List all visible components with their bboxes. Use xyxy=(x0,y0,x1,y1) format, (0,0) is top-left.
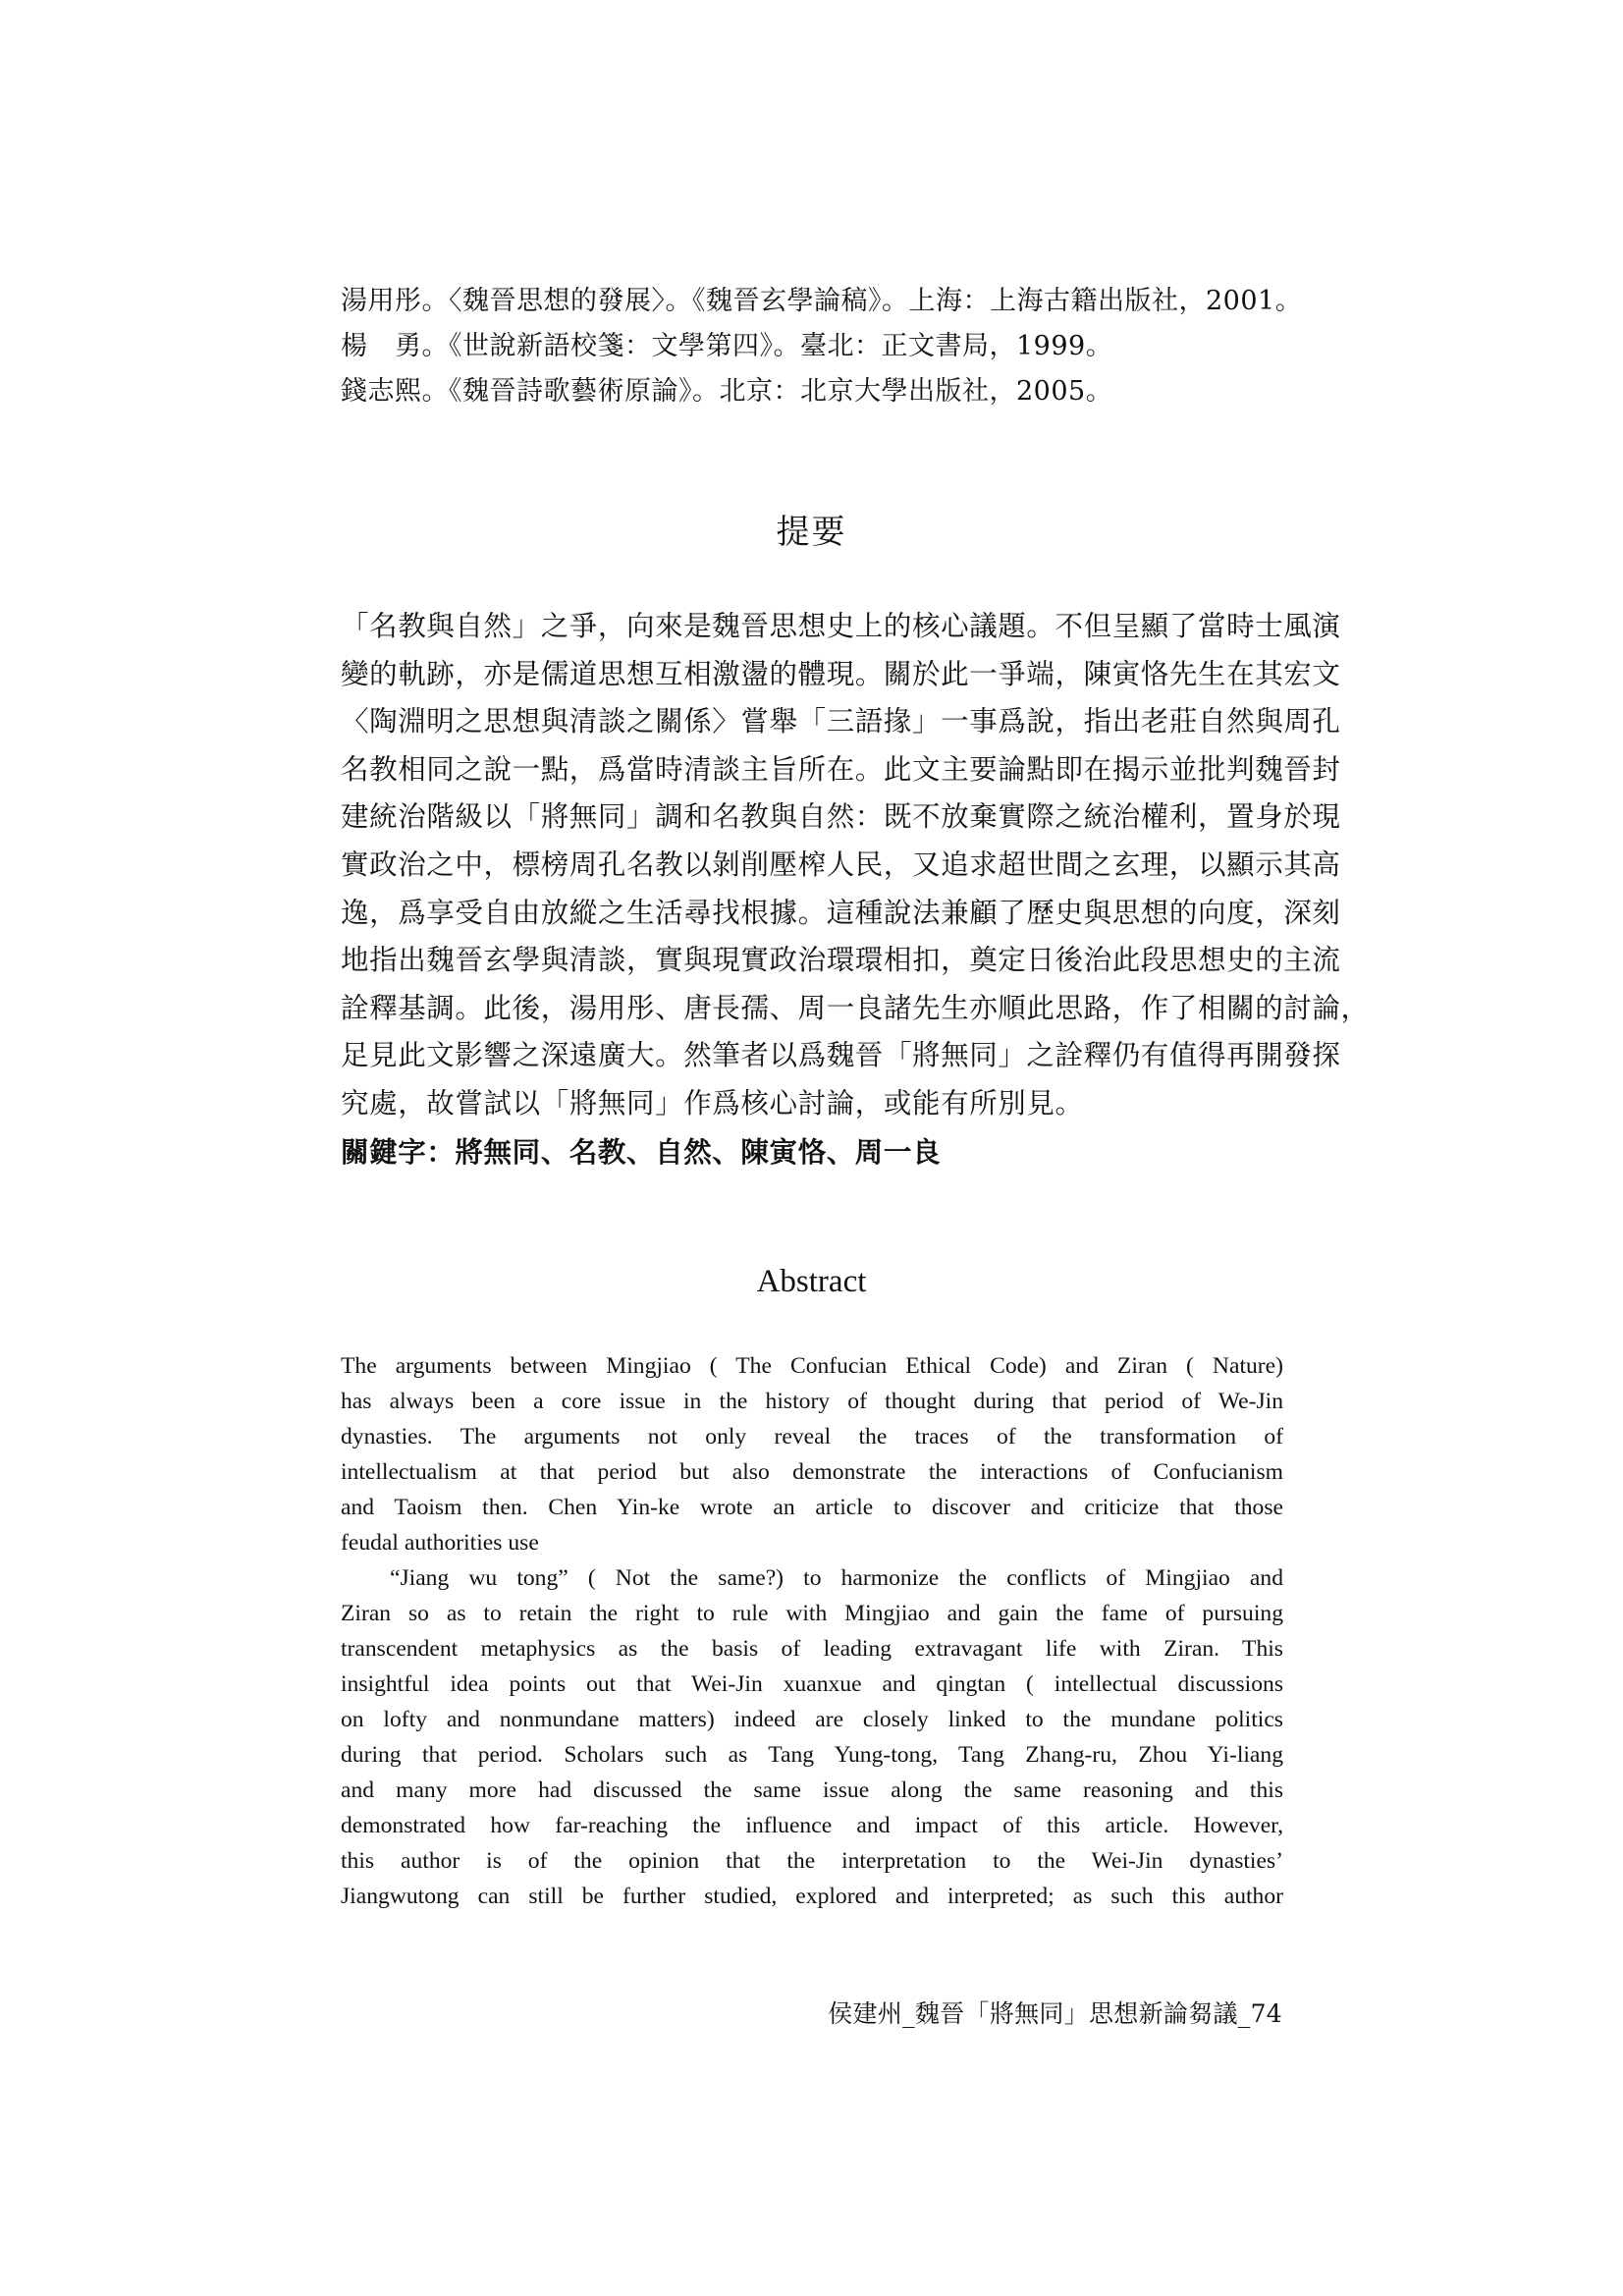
abstract-line: during that period. Scholars such as Tang Yung-tong, Tang Zhang-ru, Zhou Yi-liang xyxy=(341,1742,1283,1768)
reference-item: 楊 勇。《世說新語校箋：文學第四》。臺北：正文書局，1999。 xyxy=(341,331,1113,361)
reference-item: 湯用彤。〈魏晉思想的發展〉。《魏晉玄學論稿》。上海：上海古籍出版社，2001。 xyxy=(341,286,1303,316)
abstract-line: transcendent metaphysics as the basis of leading extravagant life with Ziran. This xyxy=(341,1636,1283,1662)
english-abstract-title: Abstract xyxy=(756,1264,867,1299)
abstract-line: 究處，故嘗試以「將無同」作爲核心討論，或能有所別見。 xyxy=(341,1086,1084,1120)
reference-list xyxy=(341,279,1303,414)
abstract-line: and many more had discussed the same issue along the same reasoning and this xyxy=(341,1777,1283,1803)
abstract-line: and Taoism then. Chen Yin-ke wrote an article to discover and criticize that those xyxy=(341,1495,1283,1520)
abstract-line: 地指出魏晉玄學與清談，實與現實政治環環相扣，奠定日後治此段思想史的主流 xyxy=(341,944,1341,977)
english-abstract-body xyxy=(341,1348,1283,1914)
abstract-line: 名教相同之說一點，爲當時清談主旨所在。此文主要論點即在揭示並批判魏晉封 xyxy=(341,752,1341,786)
abstract-line: 「名教與自然」之爭，向來是魏晉思想史上的核心議題。不但呈顯了當時士風演 xyxy=(341,610,1341,642)
abstract-line: 建統治階級以「將無同」調和名教與自然：既不放棄實際之統治權利，置身於現 xyxy=(341,800,1341,834)
abstract-line: Jiangwutong can still be further studied, explored and interpreted; as such this author xyxy=(341,1884,1283,1909)
abstract-line: 變的軌跡，亦是儒道思想互相激盪的體現。關於此一爭端，陳寅恪先生在其宏文 xyxy=(341,657,1341,690)
abstract-line: feudal authorities use xyxy=(341,1530,539,1556)
abstract-line: on lofty and nonmundane matters) indeed are closely linked to the mundane politics xyxy=(341,1707,1283,1732)
abstract-line: 足見此文影響之深遠廣大。然筆者以爲魏晉「將無同」之詮釋仍有值得再開發探 xyxy=(341,1039,1341,1072)
abstract-line: “Jiang wu tong” ( Not the same?) to harmonize the conflicts of Mingjiao and xyxy=(390,1565,1283,1591)
chinese-abstract-title: 提要 xyxy=(776,513,847,552)
chinese-abstract-body xyxy=(341,603,1370,1128)
keywords: 關鍵字：將無同、名教、自然、陳寅恪、周一良 xyxy=(341,1135,942,1169)
abstract-line: 實政治之中，標榜周孔名教以剝削壓榨人民，又追求超世間之玄理，以顯示其高 xyxy=(341,847,1341,881)
abstract-line: demonstrated how far-reaching the influence and impact of this article. However, xyxy=(341,1813,1283,1838)
abstract-line: has always been a core issue in the history of thought during that period of We-Jin xyxy=(341,1389,1283,1414)
abstract-line: this author is of the opinion that the interpretation to the Wei-Jin dynasties’ xyxy=(341,1848,1283,1874)
abstract-line: Ziran so as to retain the right to rule with Mingjiao and gain the fame of pursuing xyxy=(341,1601,1283,1626)
abstract-line: The arguments between Mingjiao ( The Confucian Ethical Code) and Ziran ( Nature) xyxy=(341,1353,1283,1379)
abstract-line: insightful idea points out that Wei-Jin xuanxue and qingtan ( intellectual discussions xyxy=(341,1671,1283,1697)
abstract-line: 逸，爲享受自由放縱之生活尋找根據。這種說法兼顧了歷史與思想的向度，深刻 xyxy=(341,896,1341,929)
abstract-line: dynasties. The arguments not only reveal the traces of the transformation of xyxy=(341,1424,1283,1449)
abstract-line: 〈陶淵明之思想與清談之關係〉嘗舉「三語掾」一事爲說，指出老莊自然與周孔 xyxy=(341,705,1341,738)
abstract-line: intellectualism at that period but also demonstrate the interactions of Confucianism xyxy=(341,1459,1283,1485)
reference-item: 錢志熙。《魏晉詩歌藝術原論》。北京：北京大學出版社，2005。 xyxy=(341,376,1113,407)
abstract-line: 詮釋基調。此後，湯用彤、唐長孺、周一良諸先生亦順此思路，作了相關的討論， xyxy=(341,991,1370,1024)
page-footer: 侯建州_魏晉「將無同」思想新論芻議_74 xyxy=(828,1999,1282,2028)
